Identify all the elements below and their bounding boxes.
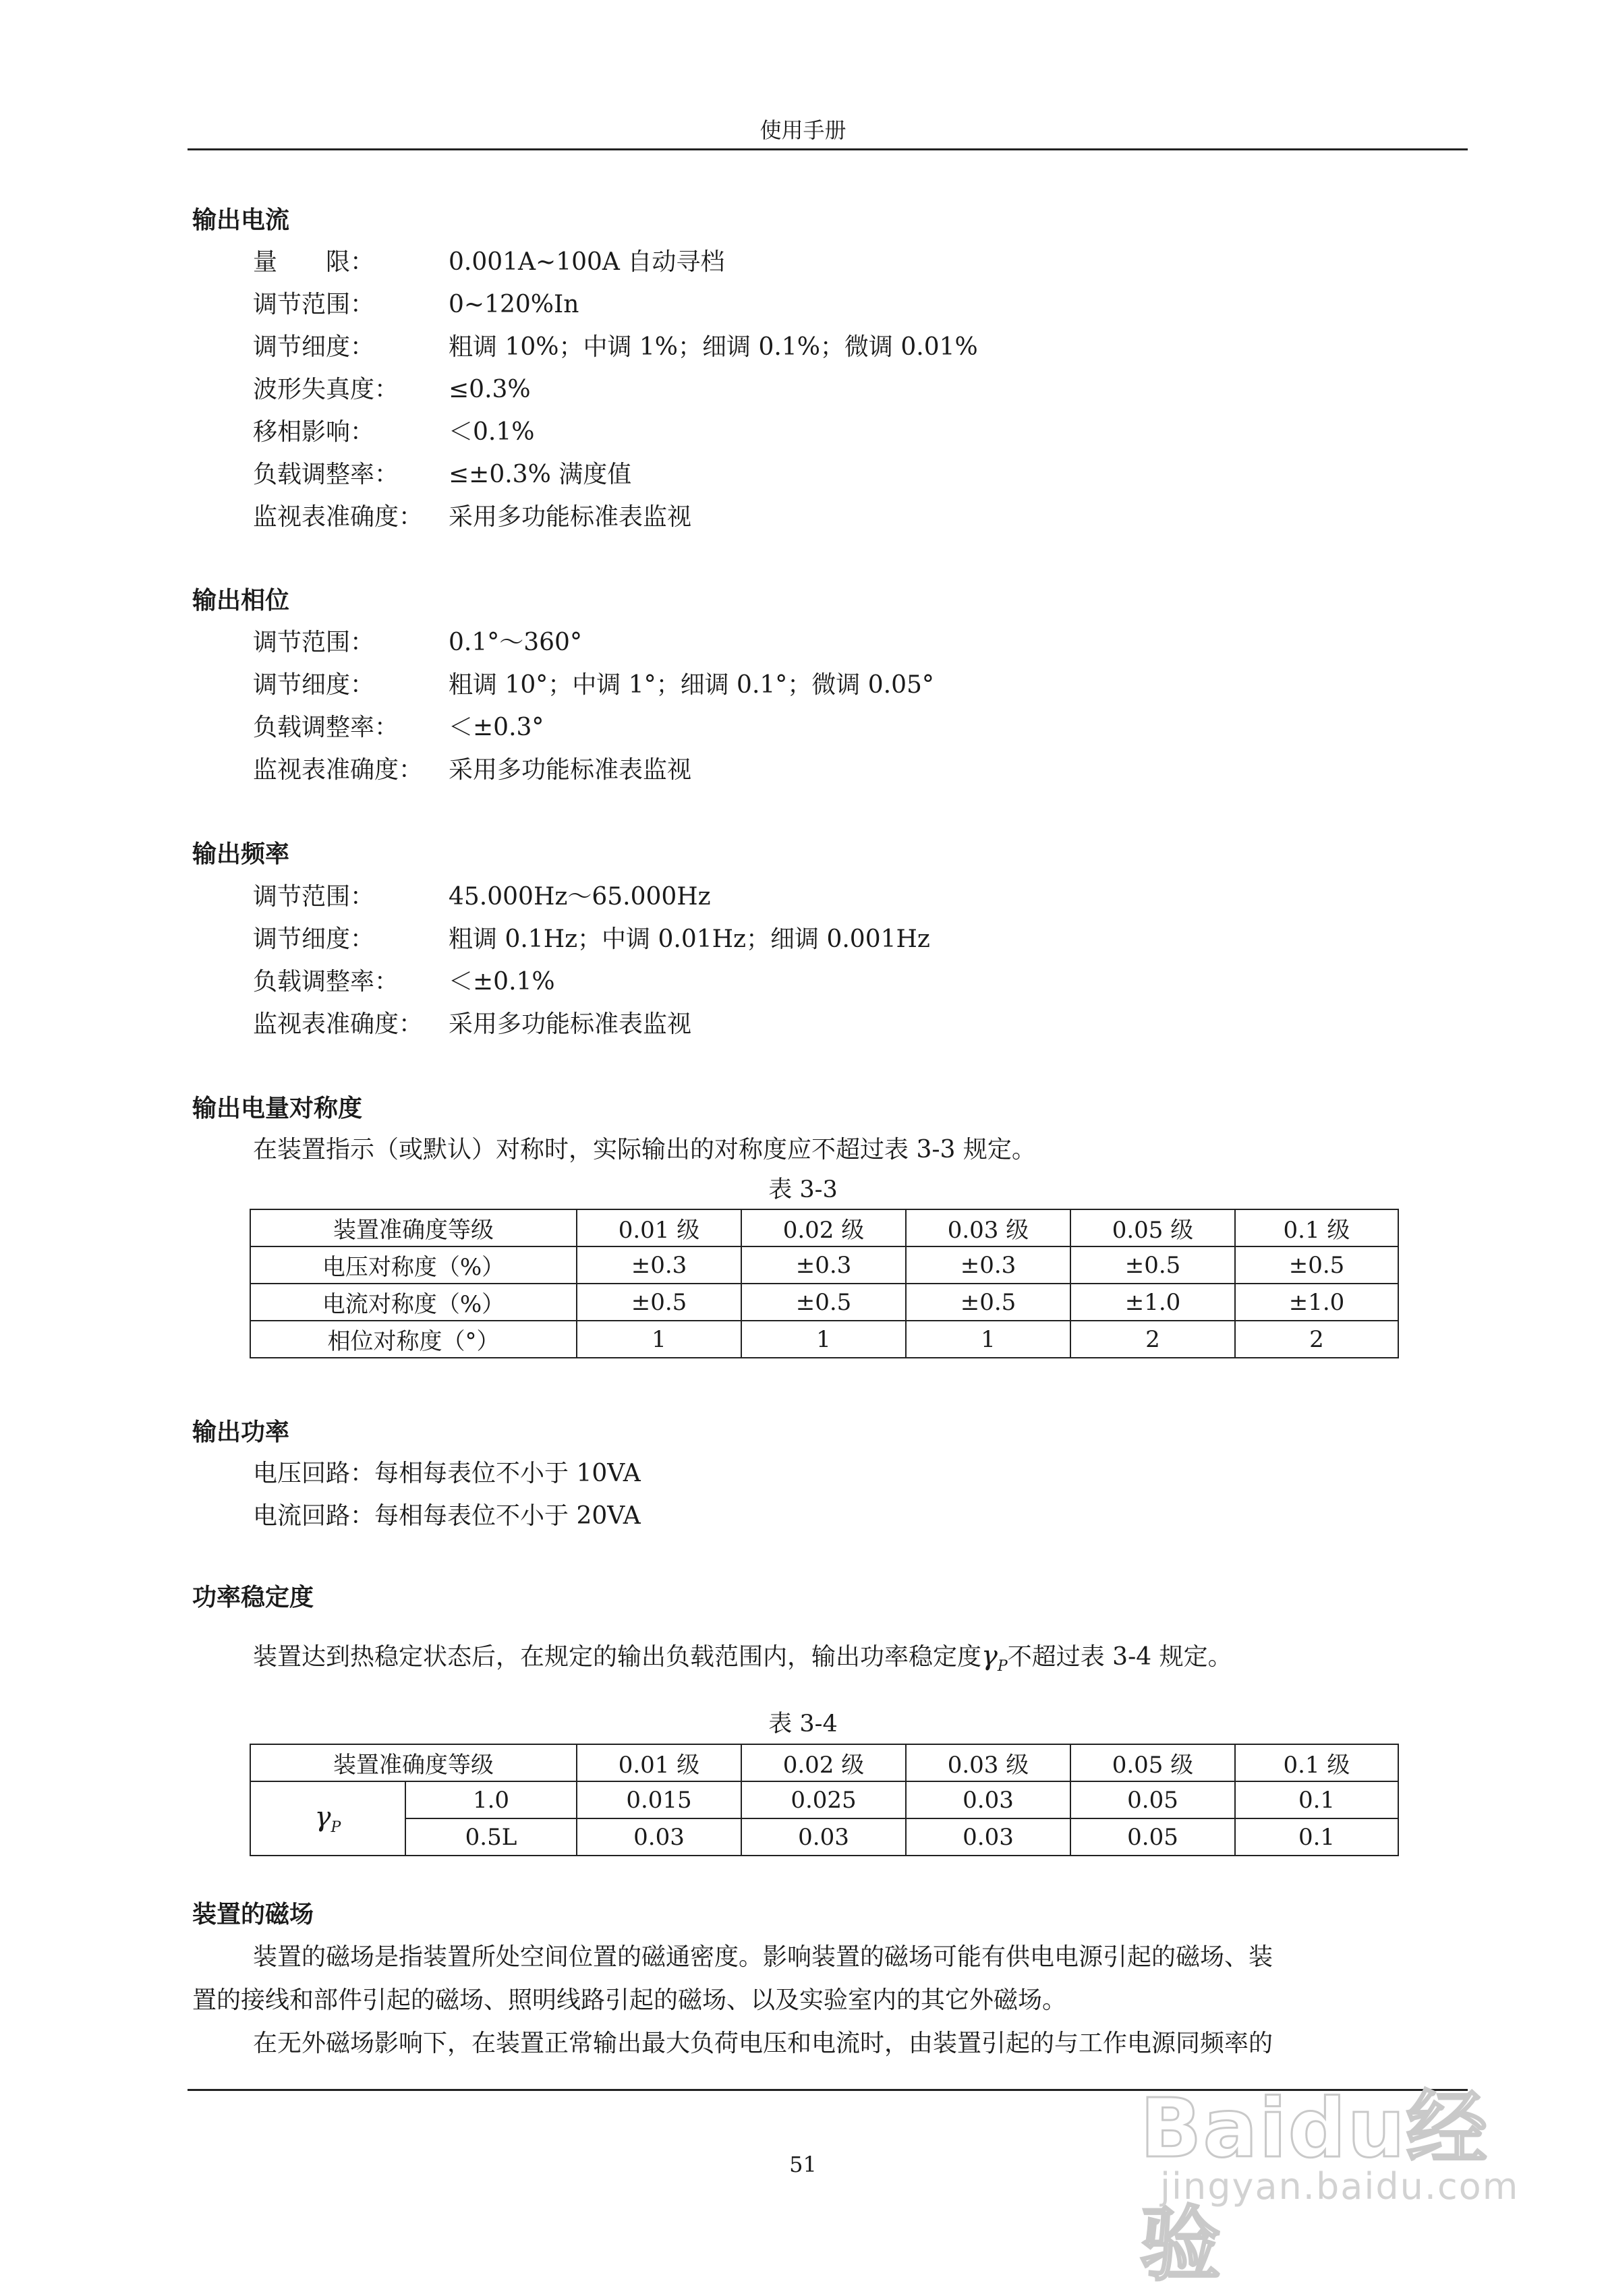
- spec-value: ＜0.1%: [449, 418, 535, 446]
- table-header-row: [250, 1744, 1398, 1781]
- spec-value: ＜±0.3°: [449, 714, 544, 741]
- table-cell: 0.01 级: [577, 1744, 741, 1781]
- section-heading-phase: 输出相位: [192, 587, 290, 614]
- table-cell: 0.05: [1070, 1781, 1235, 1818]
- table-cell: 0.1 级: [1235, 1209, 1398, 1246]
- table-cell: ±0.3: [577, 1246, 741, 1284]
- running-header: 使用手册: [759, 117, 847, 143]
- spec-value: 0.001A~100A 自动寻档: [449, 248, 725, 276]
- table-cell: ±0.3: [906, 1246, 1070, 1284]
- table-cell: 0.05 级: [1070, 1744, 1235, 1781]
- paragraph: 在装置指示（或默认）对称时，实际输出的对称度应不超过表 3-3 规定。: [253, 1136, 1036, 1164]
- table-cell: ±0.3: [741, 1246, 906, 1284]
- table-cell: 0.5L: [405, 1818, 577, 1856]
- table-cell: 0.025: [741, 1781, 906, 1818]
- spec-row: [253, 666, 934, 700]
- spec-value: 粗调 10%；中调 1%；细调 0.1%；微调 0.01%: [449, 333, 978, 361]
- text-fragment: 不超过表 3-4 规定。: [1007, 1643, 1232, 1671]
- spec-row: [253, 498, 691, 532]
- spec-label: 负载调整率：: [253, 968, 399, 996]
- spec-row: [253, 328, 978, 362]
- spec-label: 调节范围：: [253, 629, 375, 656]
- table-cell: 0.05: [1070, 1818, 1235, 1856]
- paragraph: [253, 1638, 1232, 1675]
- table-caption: 表 3-4: [768, 1711, 838, 1738]
- table-cell: ±0.5: [1070, 1246, 1235, 1284]
- table-caption: 表 3-3: [768, 1176, 838, 1203]
- gamma-symbol: $\gamma_P$: [981, 1640, 1008, 1675]
- spec-value: 粗调 10°；中调 1°；细调 0.1°；微调 0.05°: [449, 671, 934, 699]
- spec-value: 45.000Hz～65.000Hz: [449, 883, 711, 911]
- spec-value: 采用多功能标准表监视: [449, 503, 692, 531]
- table-cell: 0.03 级: [906, 1209, 1070, 1246]
- gamma-p-cell: $\gamma_P$: [250, 1781, 405, 1856]
- spec-label: 监视表准确度：: [253, 503, 424, 531]
- paragraph: 电压回路：每相每表位不小于 10VA: [253, 1460, 641, 1487]
- spec-row: [253, 623, 582, 658]
- spec-row: [253, 963, 555, 997]
- spec-row: [253, 370, 531, 405]
- section-heading-stability: 功率稳定度: [192, 1584, 314, 1611]
- table-cell: 0.1 级: [1235, 1744, 1398, 1781]
- spec-row: [253, 1005, 691, 1039]
- table-symmetry: [250, 1209, 1399, 1358]
- section-heading-power: 输出功率: [192, 1418, 290, 1446]
- spec-row: [253, 285, 579, 320]
- table-cell: 1: [741, 1321, 906, 1358]
- paragraph: 装置的磁场是指装置所处空间位置的磁通密度。影响装置的磁场可能有供电电源引起的磁场、装: [253, 1943, 1273, 1971]
- table-cell: 0.01 级: [577, 1209, 741, 1246]
- spec-value: ＜±0.1%: [449, 968, 555, 996]
- table-cell: 0.1: [1235, 1781, 1398, 1818]
- table-cell: 2: [1235, 1321, 1398, 1358]
- watermark-logo: Baidu经验: [1140, 2082, 1489, 2292]
- section-heading-current: 输出电流: [192, 206, 290, 234]
- spec-value: 粗调 0.1Hz；中调 0.01Hz；细调 0.001Hz: [449, 925, 930, 953]
- spec-row: [253, 708, 544, 743]
- table-cell: ±1.0: [1070, 1284, 1235, 1321]
- section-heading-symmetry: 输出电量对称度: [192, 1095, 363, 1122]
- table-cell: ±0.5: [906, 1284, 1070, 1321]
- table-row: [250, 1321, 1398, 1358]
- spec-row: [253, 751, 691, 785]
- spec-row: [253, 455, 631, 490]
- spec-value: 0~120%In: [449, 291, 579, 318]
- spec-label: 调节范围：: [253, 291, 375, 318]
- table-cell: 装置准确度等级: [250, 1744, 577, 1781]
- table-cell: ±0.5: [1235, 1246, 1398, 1284]
- spec-value: ≤±0.3% 满度值: [449, 461, 632, 488]
- page-number: 51: [789, 2152, 817, 2177]
- spec-label: 调节细度：: [253, 333, 375, 361]
- spec-value: ≤0.3%: [449, 376, 531, 403]
- table-cell: 装置准确度等级: [250, 1209, 577, 1246]
- table-cell: 电流对称度（%）: [250, 1284, 577, 1321]
- spec-label: 负载调整率：: [253, 714, 399, 741]
- spec-value: 采用多功能标准表监视: [449, 756, 692, 784]
- table-cell: ±0.5: [741, 1284, 906, 1321]
- table-row: [250, 1284, 1398, 1321]
- table-cell: 1.0: [405, 1781, 577, 1818]
- table-cell: 0.05 级: [1070, 1209, 1235, 1246]
- table-cell: ±0.5: [577, 1284, 741, 1321]
- table-cell: 0.03: [741, 1818, 906, 1856]
- spec-row: [253, 413, 534, 447]
- table-cell: 0.015: [577, 1781, 741, 1818]
- table-cell: 0.03 级: [906, 1744, 1070, 1781]
- spec-label: 波形失真度：: [253, 376, 399, 403]
- paragraph: 在无外磁场影响下，在装置正常输出最大负荷电压和电流时，由装置引起的与工作电源同频率的: [253, 2030, 1273, 2057]
- table-row: [250, 1246, 1398, 1284]
- table-cell: 0.1: [1235, 1818, 1398, 1856]
- table-cell: 0.02 级: [741, 1744, 906, 1781]
- table-cell: 0.03: [906, 1781, 1070, 1818]
- watermark: [1140, 2064, 1520, 2292]
- table-row: [250, 1818, 1398, 1856]
- spec-label: 调节细度：: [253, 671, 375, 699]
- table-cell: 2: [1070, 1321, 1235, 1358]
- table-header-row: [250, 1209, 1398, 1246]
- table-cell: 1: [577, 1321, 741, 1358]
- table-cell: 电压对称度（%）: [250, 1246, 577, 1284]
- section-heading-frequency: 输出频率: [192, 840, 290, 868]
- table-cell: 0.02 级: [741, 1209, 906, 1246]
- spec-label: 量 限：: [253, 248, 375, 276]
- spec-label: 负载调整率：: [253, 461, 399, 488]
- spec-row: [253, 243, 724, 277]
- table-stability: [250, 1744, 1399, 1856]
- spec-value: 0.1°～360°: [449, 629, 582, 656]
- table-cell: 0.03: [906, 1818, 1070, 1856]
- spec-label: 监视表准确度：: [253, 1010, 424, 1038]
- paragraph: 置的接线和部件引起的磁场、照明线路引起的磁场、以及实验室内的其它外磁场。: [192, 1986, 1067, 2014]
- table-cell: ±1.0: [1235, 1284, 1398, 1321]
- spec-label: 调节范围：: [253, 883, 375, 911]
- spec-label: 调节细度：: [253, 925, 375, 953]
- table-row: [250, 1781, 1398, 1818]
- spec-row: [253, 878, 711, 912]
- table-cell: 0.03: [577, 1818, 741, 1856]
- spec-row: [253, 920, 930, 954]
- table-cell: 相位对称度（°）: [250, 1321, 577, 1358]
- watermark-site: jingyan.baidu.com: [1160, 2165, 1520, 2208]
- text-fragment: 装置达到热稳定状态后，在规定的输出负载范围内，输出功率稳定度: [253, 1643, 982, 1671]
- spec-label: 移相影响：: [253, 418, 375, 446]
- table-cell: 1: [906, 1321, 1070, 1358]
- section-heading-magnetic: 装置的磁场: [192, 1901, 314, 1928]
- spec-value: 采用多功能标准表监视: [449, 1010, 692, 1038]
- spec-label: 监视表准确度：: [253, 756, 424, 784]
- paragraph: 电流回路：每相每表位不小于 20VA: [253, 1502, 641, 1530]
